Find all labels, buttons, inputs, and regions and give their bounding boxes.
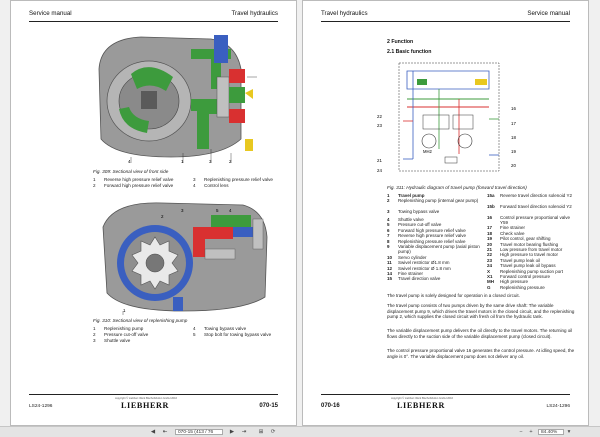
page-footer	[29, 394, 278, 417]
paragraph-3: The variable displacement pump delivers the oil directly to the travel motors. The returning oil flows directly to the suction side of the variable displacement pump (closed circuit).	[387, 328, 573, 339]
figure-309-caption: Fig. 309: Sectional view of front side	[93, 169, 169, 174]
footer-code: LS24-1296	[546, 404, 570, 409]
page-footer	[321, 394, 570, 417]
zoom-out-icon[interactable]: −	[519, 429, 523, 435]
left-page	[10, 0, 297, 426]
diag-label-22: 22	[377, 114, 382, 119]
figure-310-caption: Fig. 310: Sectional view of replenishing pump	[93, 318, 188, 323]
prev-page-icon[interactable]: ◀	[150, 429, 156, 435]
legend-item: 2 Pressure cut-off valve	[93, 332, 149, 337]
figure-311-legend: 1 Travel pump 2 Replenishing pump (internal gear pump) 3 Towing bypass valve 4 Shuttle valve 5 Pressure cut-off valve 6 Forward high pressure relief valve 7 Reverse high pressure relief valve 8 Replenishing pressure relief valve 9 Variable displacement pump (axial piston pump) 10 Servo cylinder 11 Swivel restrictor Ø1.8 mm 12 Swivel restrictor Ø 1.8 mm 14 Fine strainer 15 Travel direction valve 15a Reverse travel direction solenoid Y2 15b Forward travel direction solenoid Y2 16 Control pressure proportional valve Y59 17 Fine strainer 18 Check valve 19 Pilot control, gear shifting 20 Travel motor bearing flushing 21 Low pressure from travel motor 22 High pressure to travel motor 23 Travel pump leak oil 24 Travel pump leak oil bypass X Replenishing pump suction port X1 Forward control pressure MH High pressure G Replenishing pressure	[387, 193, 572, 290]
liebherr-logo: LIEBHERR	[121, 401, 170, 410]
rotate-icon[interactable]: ⟳	[270, 429, 276, 435]
figure-311-caption: Fig. 311: Hydraulic diagram of travel pump (forward travel direction)	[387, 185, 527, 190]
fig310-callout-3: 3	[181, 208, 184, 213]
legend-item: 2 Forward high pressure relief valve	[93, 183, 174, 188]
diag-label-23: 23	[377, 123, 382, 128]
paragraph-4: The control pressure proportional valve 16 generates the control pressure. At idling speed, the angle is 0°. The variable displacement pump does not deliver any oil.	[387, 348, 575, 359]
diag-label-19: 19	[511, 149, 516, 154]
diag-label-18: 18	[511, 135, 516, 140]
diag-label-24: 24	[377, 168, 382, 173]
header-right: Service manual	[527, 10, 570, 17]
legend-item: 1 Reverse high pressure relief valve	[93, 177, 174, 182]
zoom-field[interactable]: 84.40%	[538, 429, 564, 436]
header-left: Service manual	[29, 10, 72, 17]
legend-item: 1 Replenishing pump	[93, 326, 144, 331]
legend-item: 3 Shuttle valve	[93, 338, 131, 343]
fig310-callout-2: 2	[161, 214, 164, 219]
zoom-dropdown-icon[interactable]: ▾	[567, 429, 571, 435]
fig309-callout-1: 1	[181, 159, 184, 164]
legend-item: 4 Control lens	[193, 183, 229, 188]
page-header	[29, 9, 278, 22]
diag-label-mh2: MH2	[423, 149, 432, 154]
fig309-callout-2: 2	[229, 159, 232, 164]
page-number: 070-16	[321, 403, 340, 409]
header-left: Travel hydraulics	[321, 10, 368, 17]
fig310-callout-4: 4	[229, 208, 232, 213]
footer-copyright: copyright © Liebherr-Werk Bischofshofen GmbH 2016	[391, 397, 453, 400]
header-right: Travel hydraulics	[231, 10, 278, 17]
figure-310-legend	[93, 326, 283, 348]
page-number: 070-15	[259, 403, 278, 409]
fig309-callout-4: 4	[128, 159, 131, 164]
legend-item: 3 Replenishing pressure relief valve	[193, 177, 273, 182]
diag-label-17: 17	[511, 121, 516, 126]
viewer-toolbar	[0, 426, 600, 437]
figure-309-sectional-front	[71, 29, 271, 167]
figure-310-replenishing-pump	[93, 197, 273, 315]
fig309-callout-3: 3	[209, 159, 212, 164]
hydraulic-diagram	[389, 59, 509, 177]
paragraph-1: The travel pump is solely designed for operation in a closed circuit.	[387, 293, 520, 298]
paragraph-2: The travel pump consists of two pumps driven by the same drive shaft: The variable displacement pump 9, which drives the travel motors in the closed circuit, and the replenishing pump 2, which supplies the closed circuit with fresh oil from the hydraulic tank.	[387, 303, 575, 320]
fig310-callout-5: 5	[216, 208, 219, 213]
fig310-callout-1: 1	[123, 308, 126, 313]
diag-label-21: 21	[377, 158, 382, 163]
footer-code: LS24-1296	[29, 404, 53, 409]
last-page-icon[interactable]: ⇥	[241, 429, 247, 435]
first-page-icon[interactable]: ⇤	[162, 429, 168, 435]
subsection-heading: 2.1 Basic function	[387, 49, 432, 55]
diag-label-16: 16	[511, 106, 516, 111]
legend-item: 4 Towing bypass valve	[193, 326, 247, 331]
diag-label-20: 20	[511, 163, 516, 168]
page-header	[321, 9, 570, 22]
legend-item: 5 Stop bolt for towing bypass valve	[193, 332, 272, 337]
section-heading: 2 Function	[387, 39, 414, 45]
right-page	[302, 0, 589, 426]
footer-copyright: copyright © Liebherr-Werk Bischofshofen GmbH 2016	[115, 397, 177, 400]
fit-icon[interactable]: ⊞	[258, 429, 264, 435]
zoom-in-icon[interactable]: +	[529, 429, 533, 435]
liebherr-logo: LIEBHERR	[397, 401, 446, 410]
figure-309-legend	[93, 177, 283, 193]
page-number-field[interactable]: 070-15 (413 / 76	[175, 429, 223, 436]
next-page-icon[interactable]: ▶	[229, 429, 235, 435]
